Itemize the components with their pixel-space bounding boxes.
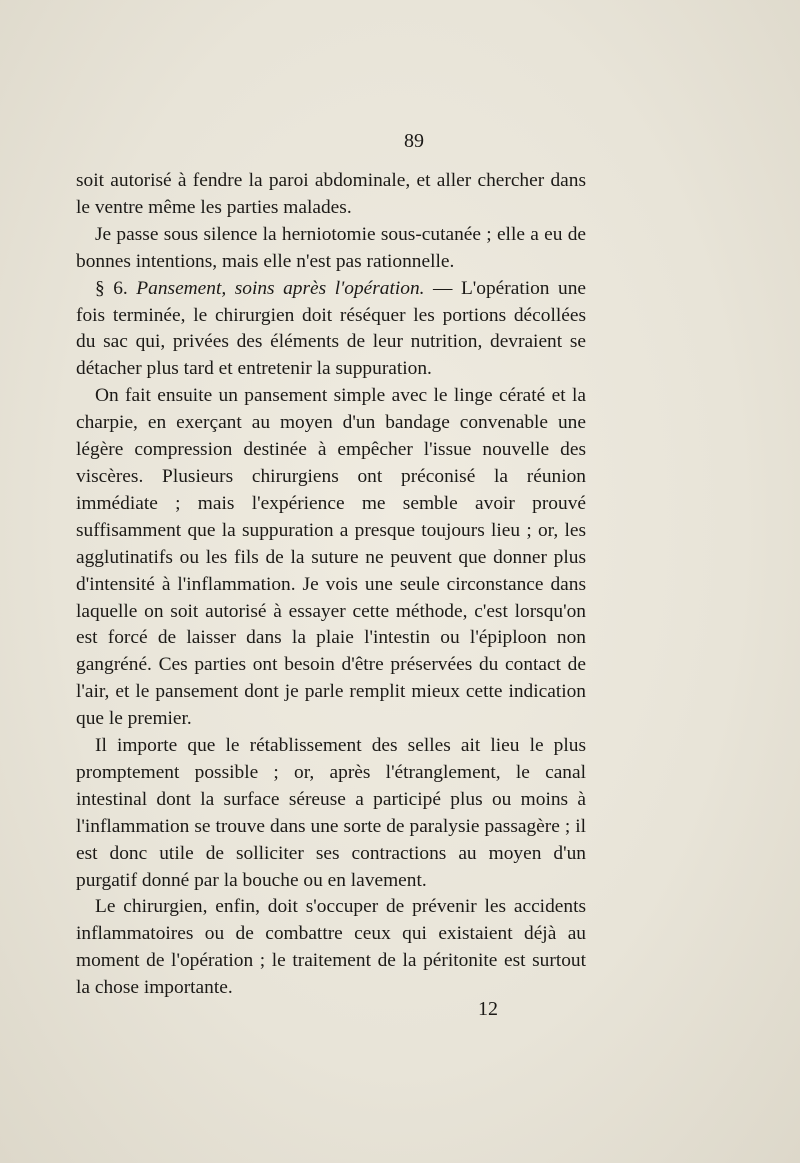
- section-heading: Pansement, soins après l'opération.: [136, 277, 425, 299]
- paragraph-4: On fait ensuite un pansement simple avec le linge cératé et la charpie, en exerçant au moyen d'un bandage convenable une légère compression destinée à empêcher l'issue nouvelle des viscères. Plusieurs chirurgiens ont préconisé la réunion immédiate ; mais l'expérience me semble avoir prouvé suffisamment que la suppuration a presque toujours lieu ; or, les agglutinatifs ou les fils de la suture ne peuvent que donner plus d'intensité à l'inflammation. Je vois une seule circonstance dans laquelle on soit autorisé à essayer cette méthode, c'est lorsqu'on est forcé de laisser dans la plaie l'intestin ou l'épiploon non gangréné. Ces parties ont besoin d'être préservées du contact de l'air, et le pansement dont je parle remplit mieux cette indication que le premier.: [76, 385, 586, 730]
- body-text: [76, 168, 586, 1002]
- paragraph-6: Le chirurgien, enfin, doit s'occuper de prévenir les accidents inflammatoires ou de combattre ceux qui existaient déjà au moment de l'opération ; le traitement de la péritonite est surtout la chose importante.: [76, 896, 586, 999]
- signature-mark: 12: [478, 998, 498, 1020]
- paragraph-1: soit autorisé à fendre la paroi abdominale, et aller chercher dans le ventre même les parties malades.: [76, 170, 586, 218]
- paragraph-5: Il importe que le rétablissement des selles ait lieu le plus promptement possible ; or, après l'étranglement, le canal intestinal dont la surface séreuse a participé plus ou moins à l'inflammation se trouve dans une sorte de paralysie passagère ; il est donc utile de solliciter ses contractions au moyen d'un purgatif donné par la bouche ou en lavement.: [76, 735, 586, 891]
- paragraph-3: [76, 276, 586, 384]
- section-text: — L'opération une fois terminée, le chirurgien doit réséquer les portions décollées du sac qui, privées des éléments de leur nutrition, devraient se détacher plus tard et entretenir la suppuration.: [76, 277, 587, 380]
- page-number: 89: [404, 130, 424, 152]
- paragraph-2: Je passe sous silence la herniotomie sous-cutanée ; elle a eu de bonnes intentions, mais elle n'est pas rationnelle.: [76, 223, 586, 272]
- section-number: § 6.: [95, 277, 137, 299]
